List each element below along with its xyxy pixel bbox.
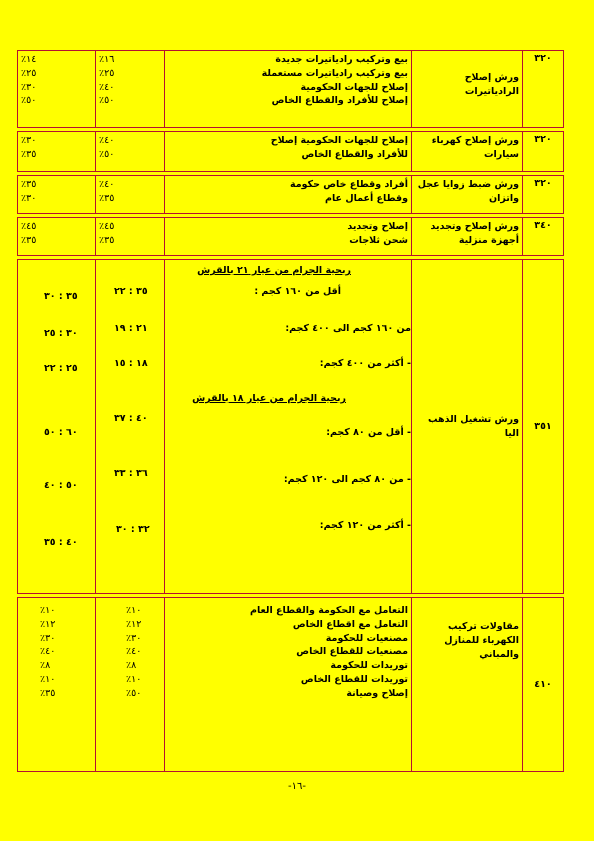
tier-label: - أكثر من ٤٠٠ كجم: xyxy=(319,358,411,369)
activity-list: أفراد وقطاع خاص حكومة وقطاع أعمال عام xyxy=(165,176,412,214)
percent-column-a: ٪١٠ ٪١٢ ٪٣٠ ٪٤٠ ٪٨ ٪١٠ ٪٥٠ xyxy=(96,598,165,772)
percent-column-b: ٪١٤ ٪٢٥ ٪٣٠ ٪٥٠ xyxy=(18,51,96,128)
tier-label: من ١٦٠ كجم الى ٤٠٠ كجم: xyxy=(285,323,411,334)
table-row xyxy=(18,260,564,594)
activity-code: ٣٢٠ xyxy=(523,51,564,128)
heading-karat-18: ربحية الجرام من عيار ١٨ بالقرش xyxy=(192,393,346,404)
percent-column-a: ٣٥ : ٢٢ ٢١ : ١٩ ١٨ : ١٥ ٤٠ : ٣٧ ٣٦ : ٣٣ ٣٢ : ٣٠ xyxy=(96,260,165,594)
page-number: -١٦- xyxy=(288,781,306,792)
percent-column-b: ٪٣٠ ٪٣٥ xyxy=(18,132,96,172)
activity-code: ٣٥١ xyxy=(523,260,564,594)
percent-column-b: ٪١٠ ٪١٢ ٪٣٠ ٪٤٠ ٪٨ ٪١٠ ٪٣٥ xyxy=(18,598,96,772)
activity-list: إصلاح وتجديد شحن ثلاجات xyxy=(165,218,412,256)
activity-type: ورش إصلاح كهرباء سيارات xyxy=(412,132,523,172)
activity-list: بيع وتركيب رادياتيرات جديدة بيع وتركيب رادياتيرات مستعملة إصلاح للجهات الحكومية إصلاح للأفراد والقطاع الخاص xyxy=(165,51,412,128)
activity-type: ورش ضبط زوايا عجل واتزان xyxy=(412,176,523,214)
activity-code: ٤١٠ xyxy=(523,598,564,772)
table-row xyxy=(18,132,564,172)
tier-label: - أقل من ٨٠ كجم: xyxy=(326,427,411,438)
table-row xyxy=(18,598,564,772)
gold-tiers xyxy=(165,260,412,594)
percent-column-a: ٪٤٠ ٪٥٠ xyxy=(96,132,165,172)
activity-code: ٣٢٠ xyxy=(523,176,564,214)
heading-karat-21: ربحية الجرام من عيار ٢١ بالقرش xyxy=(197,265,351,276)
tier-label: - من ٨٠ كجم الى ١٢٠ كجم: xyxy=(283,474,411,485)
activity-list: إصلاح للجهات الحكومية إصلاح للأفراد والقطاع الخاص xyxy=(165,132,412,172)
percent-column-a: ٪٤٠ ٪٣٥ xyxy=(96,176,165,214)
profit-margin-table xyxy=(17,50,564,772)
activity-type: ورش تشغيل الذهب اليا xyxy=(412,260,523,594)
activity-type: ورش إصلاح وتجديد أجهزة منزلية xyxy=(412,218,523,256)
table-row xyxy=(18,176,564,214)
activity-type: مقاولات تركيب الكهرباء للمنازل والمباني xyxy=(412,598,523,772)
percent-column-b: ٪٣٥ ٪٣٠ xyxy=(18,176,96,214)
tier-label: - أكثر من ١٢٠ كجم: xyxy=(319,520,411,531)
percent-column-b: ٣٥ : ٣٠ ٣٠ : ٢٥ ٢٥ : ٢٢ ٦٠ : ٥٠ ٥٠ : ٤٠ ٤٠ : ٣٥ xyxy=(18,260,96,594)
activity-list: التعامل مع الحكومة والقطاع العام التعامل مع اقطاع الخاص مصنعيات للحكومة مصنعيات للقطاع الخاص توريدات للحكومة توريدات للقطاع الخاص إصلاح وصيانة xyxy=(165,598,412,772)
percent-column-b: ٪٤٥ ٪٣٥ xyxy=(18,218,96,256)
activity-type: ورش إصلاح الرادياتيرات xyxy=(412,51,523,128)
table-row xyxy=(18,51,564,128)
percent-column-a: ٪١٦ ٪٢٥ ٪٤٠ ٪٥٠ xyxy=(96,51,165,128)
tier-label: أقل من ١٦٠ كجم : xyxy=(254,286,341,297)
activity-code: ٣٤٠ xyxy=(523,218,564,256)
activity-code: ٣٢٠ xyxy=(523,132,564,172)
percent-column-a: ٪٤٥ ٪٣٥ xyxy=(96,218,165,256)
table-row xyxy=(18,218,564,256)
